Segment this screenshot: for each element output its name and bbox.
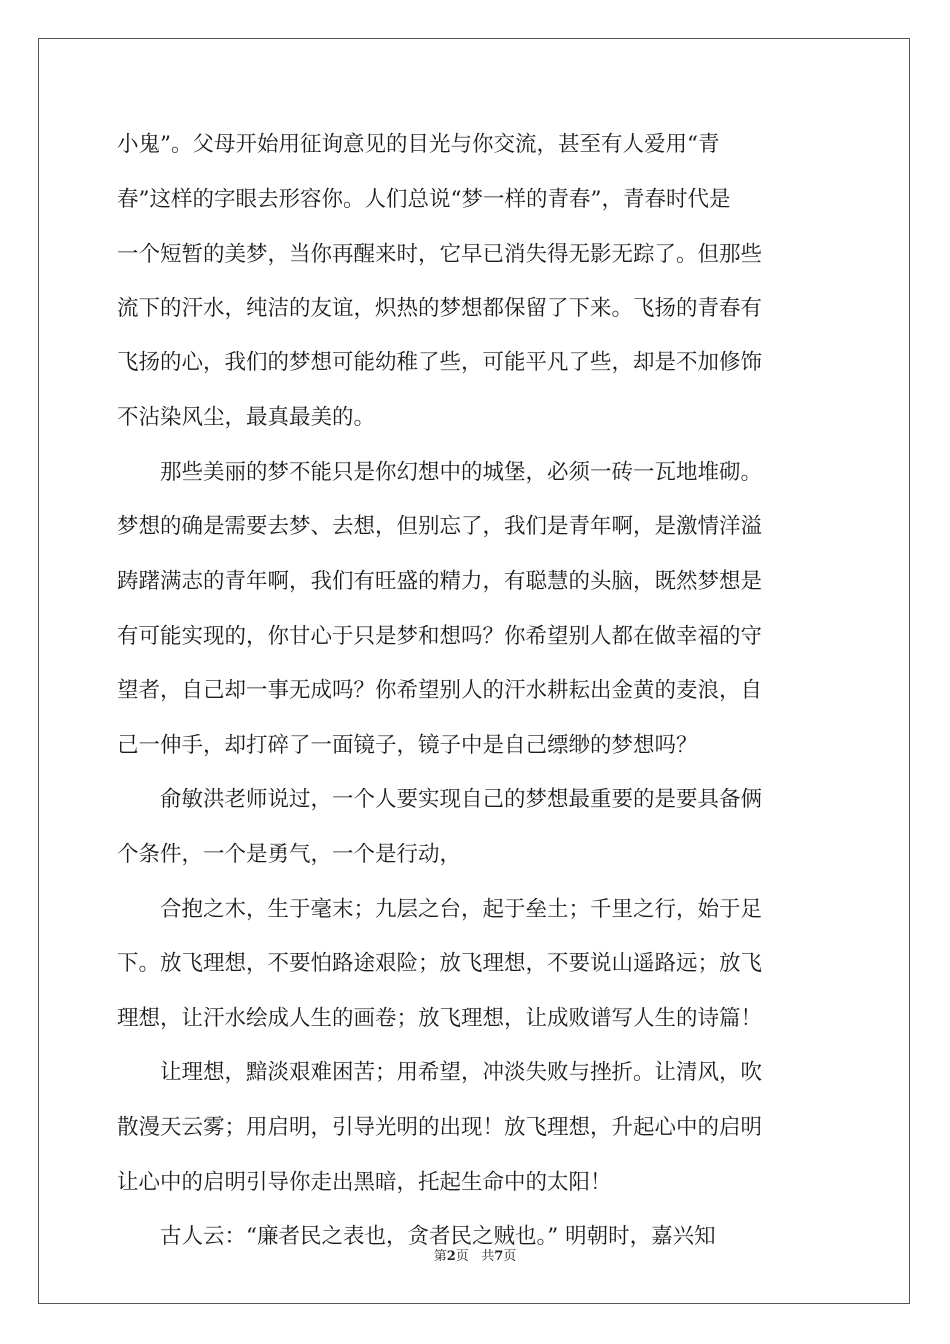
page-footer: [0, 1245, 950, 1264]
text-line: 个条件，一个是勇气，一个是行动，: [117, 842, 462, 867]
text-line: 让心中的启明引导你走出黑暗，托起生命中的太阳！: [117, 1170, 612, 1195]
page-suffix: 页: [455, 1249, 469, 1264]
text-line: 飞扬的心，我们的梦想可能幼稚了些，可能平凡了些，却是不加修饰: [117, 350, 763, 375]
text-line: 散漫天云雾；用启明，引导光明的出现！放飞理想，升起心中的启明: [117, 1115, 763, 1140]
text-line: 下。放飞理想，不要怕路途艰险；放飞理想，不要说山遥路远；放飞: [117, 951, 763, 976]
paragraph-first-line: 让理想，黯淡艰难困苦；用希望，冲淡失败与挫折。让清风，吹: [160, 1060, 763, 1085]
total-pages: 7: [494, 1249, 504, 1264]
text-line: 己一伸手，却打碎了一面镜子，镜子中是自己缥缈的梦想吗？: [117, 733, 698, 758]
text-line: 小鬼”。父母开始用征询意见的目光与你交流，甚至有人爱用“青: [117, 132, 720, 157]
paragraph-first-line: 合抱之木，生于毫末；九层之台，起于垒土；千里之行，始于足: [160, 897, 763, 922]
text-line: 有可能实现的，你甘心于只是梦和想吗？你希望别人都在做幸福的守: [117, 624, 763, 649]
text-line: 望者，自己却一事无成吗？你希望别人的汗水耕耘出金黄的麦浪，自: [117, 678, 763, 703]
text-line: 梦想的确是需要去梦、去想，但别忘了，我们是青年啊，是激情洋溢: [117, 514, 763, 539]
page-number: 2: [446, 1249, 456, 1264]
text-line: 流下的汗水，纯洁的友谊，炽热的梦想都保留了下来。飞扬的青春有: [117, 296, 763, 321]
total-prefix: 共: [481, 1249, 495, 1264]
paragraph-first-line: 那些美丽的梦不能只是你幻想中的城堡，必须一砖一瓦地堆砌。: [160, 460, 763, 485]
paragraph-first-line: 俞敏洪老师说过，一个人要实现自己的梦想最重要的是要具备俩: [160, 787, 763, 812]
text-line: 踌躇满志的青年啊，我们有旺盛的精力，有聪慧的头脑，既然梦想是: [117, 569, 763, 594]
paragraph-first-line: 古人云：“廉者民之表也，贪者民之贼也。” 明朝时，嘉兴知: [160, 1224, 716, 1249]
text-line: 理想，让汗水绘成人生的画卷；放飞理想，让成败谱写人生的诗篇！: [117, 1006, 763, 1031]
text-line: 不沾染风尘，最真最美的。: [117, 405, 376, 430]
text-line: 一个短暂的美梦，当你再醒来时，它早已消失得无影无踪了。但那些: [117, 242, 763, 267]
total-suffix: 页: [503, 1249, 517, 1264]
text-line: 春”这样的字眼去形容你。人们总说“梦一样的青春”，青春时代是: [117, 187, 731, 212]
page-prefix: 第: [433, 1249, 447, 1264]
